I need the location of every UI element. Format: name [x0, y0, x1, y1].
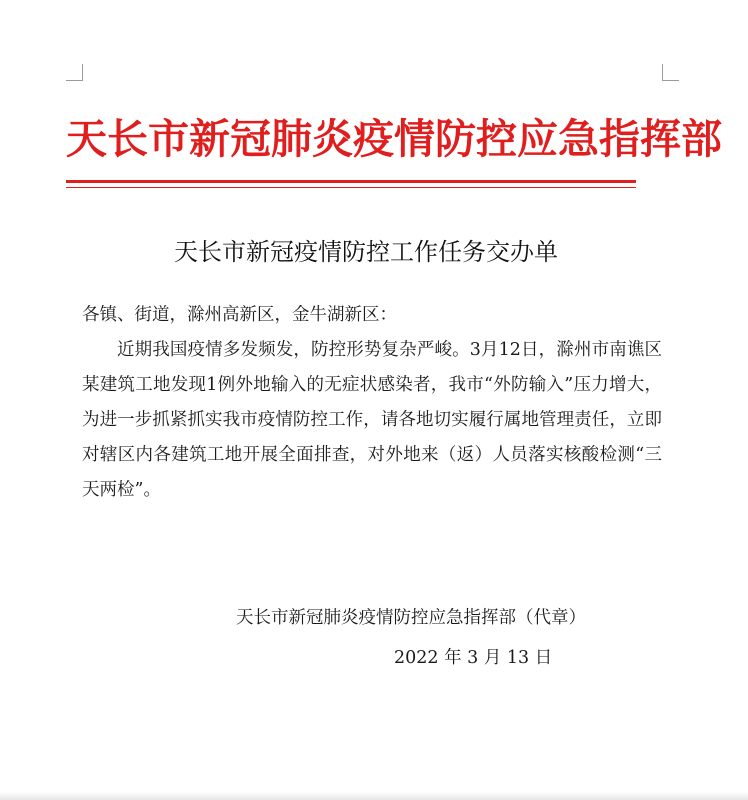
salutation: 各镇、街道，滁州高新区，金牛湖新区：: [82, 305, 397, 325]
body-paragraph: 近期我国疫情多发频发，防控形势复杂严峻。3月12日，滁州市南谯区某建筑工地发现1例外地输入的无症状感染者，我市“外防输入”压力增大，为进一步抓紧抓实我市疫情防控工作，请各地切实履行属地管理责任，立即对辖区内各建筑工地开展全面排查，对外地来（返）人员落实核酸检测“三天两检”。: [82, 340, 662, 500]
crop-mark-left: [66, 64, 83, 81]
page-bottom-edge: [0, 792, 748, 800]
issuer-header-title: 天长市新冠肺炎疫情防控应急指挥部: [66, 115, 722, 163]
red-divider-thin: [66, 187, 636, 188]
red-divider-thick: [66, 180, 636, 183]
document-title: 天长市新冠疫情防控工作任务交办单: [174, 238, 558, 266]
signature: 天长市新冠肺炎疫情防控应急指挥部（代章）: [236, 608, 586, 628]
issue-date: 2022 年 3 月 13 日: [394, 648, 553, 668]
document-body: [82, 298, 662, 508]
crop-mark-right: [662, 64, 679, 81]
